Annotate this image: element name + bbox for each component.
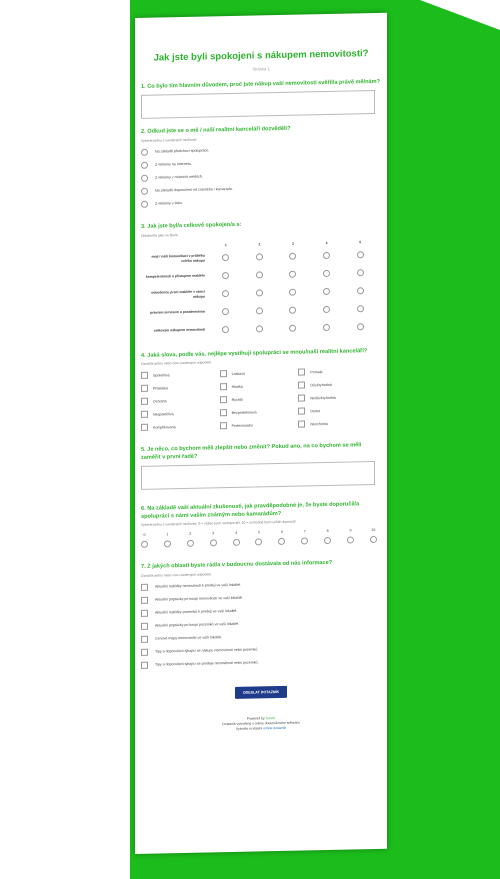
radio-button[interactable] xyxy=(357,269,364,276)
checkbox-option[interactable]: Ochotná xyxy=(141,396,220,405)
column-header: 3 xyxy=(292,241,294,246)
row-label: mojí / naší komunikací v průběhu celého nákupu xyxy=(151,253,205,263)
radio-button[interactable] xyxy=(289,253,296,260)
row-label: odvedenou prací makléře v rámci nákupu xyxy=(151,289,205,299)
radio-button[interactable] xyxy=(141,541,148,548)
radio-button[interactable] xyxy=(210,540,217,547)
checkbox[interactable] xyxy=(298,381,305,388)
checkbox-option[interactable]: Profesionální xyxy=(220,421,299,430)
scale-label: 7 xyxy=(303,529,306,534)
radio-button[interactable] xyxy=(222,326,229,333)
checkbox-option[interactable]: Laskavá xyxy=(220,369,299,378)
radio-button[interactable] xyxy=(141,188,148,195)
question-7-title: 7. Z jakých oblastí byste rád/a v budoucnu dostávala od nás informace? xyxy=(141,560,333,571)
checkbox[interactable] xyxy=(220,422,227,429)
scale-label: 10 xyxy=(371,528,376,533)
radio-button[interactable] xyxy=(222,290,229,297)
question-2-option[interactable]: Z reklamy na internetu. xyxy=(141,157,381,169)
scale-label: 1 xyxy=(166,532,169,537)
column-header: 5 xyxy=(359,240,362,245)
radio-button[interactable] xyxy=(141,149,148,156)
checkbox[interactable] xyxy=(141,398,148,405)
question-5 xyxy=(141,442,381,490)
checkbox[interactable] xyxy=(141,385,148,392)
checkbox-option[interactable]: Přátelská xyxy=(141,383,220,392)
question-5-answer-field[interactable] xyxy=(141,461,375,490)
radio-button[interactable] xyxy=(289,271,296,278)
radio-button[interactable] xyxy=(256,325,263,332)
column-header: 2 xyxy=(258,242,261,247)
question-6-hint: Vyberte jednu z uvedených možností. 0 = vůbec bych nedoporučil, 10 = rozhodně bych určitě doporučil xyxy=(141,519,296,528)
footer: Powered by Survio Dotazník vytvořený v online dotazníkovém softwaru Vytvořte si vlastní online dotazník xyxy=(222,715,300,731)
radio-button[interactable] xyxy=(222,254,229,261)
radio-button[interactable] xyxy=(278,538,285,545)
radio-button[interactable] xyxy=(357,305,364,312)
scale-label: 2 xyxy=(189,532,192,537)
question-7-option[interactable]: Aktuální nabídky nemovitostí k prodeji ve vaší lokalitě. xyxy=(141,579,381,591)
question-6 xyxy=(141,501,381,548)
survey-page xyxy=(135,13,387,854)
radio-button[interactable] xyxy=(289,307,296,314)
question-2-option[interactable]: Na základě doporučení od známého / kamaráda. xyxy=(141,183,381,195)
question-1-title: 1. Co bylo tím hlavním důvodem, proč jste nákup vaší nemovitosti svěřil/a právě mě/nám? xyxy=(141,78,381,90)
scale-label: 6 xyxy=(280,530,283,535)
row-label: celkovým nákupem nemovitosti xyxy=(153,328,205,334)
question-2-option[interactable]: Z reklamy v místních médiích. xyxy=(141,170,381,182)
radio-button[interactable] xyxy=(164,540,171,547)
column-header: 4 xyxy=(325,240,328,246)
radio-button[interactable] xyxy=(323,270,330,277)
checkbox-option[interactable]: Drahá xyxy=(298,406,377,415)
radio-button[interactable] xyxy=(256,253,263,260)
radio-button[interactable] xyxy=(256,289,263,296)
checkbox-option[interactable]: Pomalá xyxy=(298,367,377,376)
checkbox[interactable] xyxy=(220,396,227,403)
checkbox-option[interactable]: Bezproblémová xyxy=(220,408,299,417)
question-7 xyxy=(141,559,381,669)
checkbox-option[interactable]: Nedůvěryhodná xyxy=(298,393,377,402)
checkbox[interactable] xyxy=(298,407,305,414)
question-2-hint: Vyberte jednu z uvedených možností xyxy=(141,137,197,143)
checkbox[interactable] xyxy=(141,649,148,656)
radio-button[interactable] xyxy=(187,540,194,547)
submit-button[interactable]: ODESLAT DOTAZNÍK xyxy=(235,686,287,699)
question-2 xyxy=(141,124,381,208)
checkbox[interactable] xyxy=(220,409,227,416)
question-4 xyxy=(141,347,381,431)
question-3 xyxy=(141,219,381,341)
radio-button[interactable] xyxy=(347,537,354,544)
column-header: 1 xyxy=(224,243,227,248)
checkbox-option[interactable]: Hladká xyxy=(220,382,299,391)
radio-button[interactable] xyxy=(323,288,330,295)
checkbox[interactable] xyxy=(141,411,148,418)
scale-label: 9 xyxy=(349,528,352,533)
question-7-option[interactable]: Aktuální poptávky po koupi pozemků ve vaší lokalitě. xyxy=(141,618,381,630)
radio-button[interactable] xyxy=(141,162,148,169)
question-3-title: 3. Jak jste byl/a celkově spokojen/a s: xyxy=(141,221,242,230)
checkbox[interactable] xyxy=(141,372,148,379)
radio-button[interactable] xyxy=(323,306,330,313)
online-survey-link[interactable]: online dotazník xyxy=(263,725,287,731)
radio-button[interactable] xyxy=(141,175,148,182)
radio-button[interactable] xyxy=(255,539,262,546)
checkbox-option[interactable]: Neochotná xyxy=(298,419,377,428)
checkbox[interactable] xyxy=(141,662,148,669)
row-label: kompetentností a přístupem makléře xyxy=(145,274,205,280)
question-2-option[interactable]: Na základě předchozí spolupráce. xyxy=(141,144,381,156)
checkbox[interactable] xyxy=(141,636,148,643)
question-7-option[interactable]: Aktuální nabídky pozemků k prodeji ve vaší lokalitě. xyxy=(141,605,381,617)
question-7-option[interactable]: Tipy a doporučení týkající se nákupu nemovitostí nebo pozemků. xyxy=(141,644,381,656)
checkbox-option[interactable]: Nespolehlivá xyxy=(141,409,220,418)
radio-button[interactable] xyxy=(324,537,331,544)
rating-matrix xyxy=(141,238,377,340)
checkbox[interactable] xyxy=(220,383,227,390)
radio-button[interactable] xyxy=(357,251,364,258)
question-4-title: 4. Jaká slova, podle vás, nejlépe vystihují spolupráci se mnou/naší realitní kanceláří? xyxy=(141,347,368,359)
checkbox[interactable] xyxy=(298,394,305,401)
radio-button[interactable] xyxy=(301,538,308,545)
question-7-option[interactable]: Aktuální poptávky po koupi nemovitostí ve vaší lokalitě. xyxy=(141,592,381,604)
radio-button[interactable] xyxy=(289,325,296,332)
checkbox-option[interactable]: Komplikovaná xyxy=(141,422,220,431)
radio-button[interactable] xyxy=(370,536,377,543)
radio-button[interactable] xyxy=(222,308,229,315)
checkbox[interactable] xyxy=(298,368,305,375)
scale-label: 0 xyxy=(143,533,146,538)
scale-label: 3 xyxy=(212,531,215,536)
checkbox[interactable] xyxy=(141,584,148,591)
radio-button[interactable] xyxy=(233,539,240,546)
question-2-title: 2. Odkud jste se o mě / naší realitní kanceláři dozvěděli? xyxy=(141,126,291,136)
checkbox[interactable] xyxy=(298,420,305,427)
radio-button[interactable] xyxy=(357,287,364,294)
radio-button[interactable] xyxy=(289,289,296,296)
question-5-title: 5. Je něco, co bychom měli zlepšit nebo změnit? Pokud ano, na co bychom se měli zaměřit v první řadě? xyxy=(141,442,362,461)
page-label: Stránka 1 xyxy=(252,66,270,72)
matrix-row xyxy=(141,317,377,340)
checkbox-option[interactable]: Důvěryhodná xyxy=(298,380,377,389)
checkbox[interactable] xyxy=(220,370,227,377)
nps-scale xyxy=(141,528,377,548)
checkbox[interactable] xyxy=(141,424,148,431)
radio-button[interactable] xyxy=(256,307,263,314)
checkbox-option[interactable]: Spolehlivá xyxy=(141,370,220,379)
scale-label: 8 xyxy=(326,529,329,534)
radio-button[interactable] xyxy=(357,323,364,330)
radio-button[interactable] xyxy=(256,271,263,278)
question-6-title: 6. Na základě vaší aktuální zkušenosti, jak pravděpodobné je, že byste doporučil/a spolupráci s námi vaším známým nebo kamarádům? xyxy=(141,501,360,520)
survio-link[interactable]: Survio xyxy=(265,715,276,721)
question-7-option[interactable]: Tipy a doporučení týkající se prodeje nemovitostí nebo pozemků. xyxy=(141,657,381,669)
question-7-option[interactable]: Cenové mapy nemovitostí ve vaší lokalitě. xyxy=(141,631,381,643)
radio-button[interactable] xyxy=(323,252,330,259)
radio-button[interactable] xyxy=(222,272,229,279)
scale-label: 5 xyxy=(257,530,260,535)
checkbox[interactable] xyxy=(141,597,148,604)
question-4-hint: Označte jednu nebo více uvedených odpovědí. xyxy=(141,360,212,366)
checkbox[interactable] xyxy=(141,610,148,617)
row-label: právním servisem a poradenstvím xyxy=(150,310,205,316)
question-2-option[interactable]: Z reklamy v tisku. xyxy=(141,196,381,208)
question-1-answer-field[interactable] xyxy=(141,90,375,119)
question-3-hint: Ohodnoťte jako ve škole xyxy=(141,232,178,238)
checkbox-option[interactable]: Rychlá xyxy=(220,395,299,404)
question-7-hint: Označte jednu nebo více uvedených odpovědí. xyxy=(141,572,212,578)
question-1 xyxy=(141,79,381,120)
checkbox-grid xyxy=(141,367,377,431)
checkbox[interactable] xyxy=(141,623,148,630)
scale-label: 4 xyxy=(235,531,238,536)
survey-title: Jak jste byli spokojeni s nákupem nemovitosti? xyxy=(153,48,369,64)
radio-button[interactable] xyxy=(141,201,148,208)
radio-button[interactable] xyxy=(323,324,330,331)
